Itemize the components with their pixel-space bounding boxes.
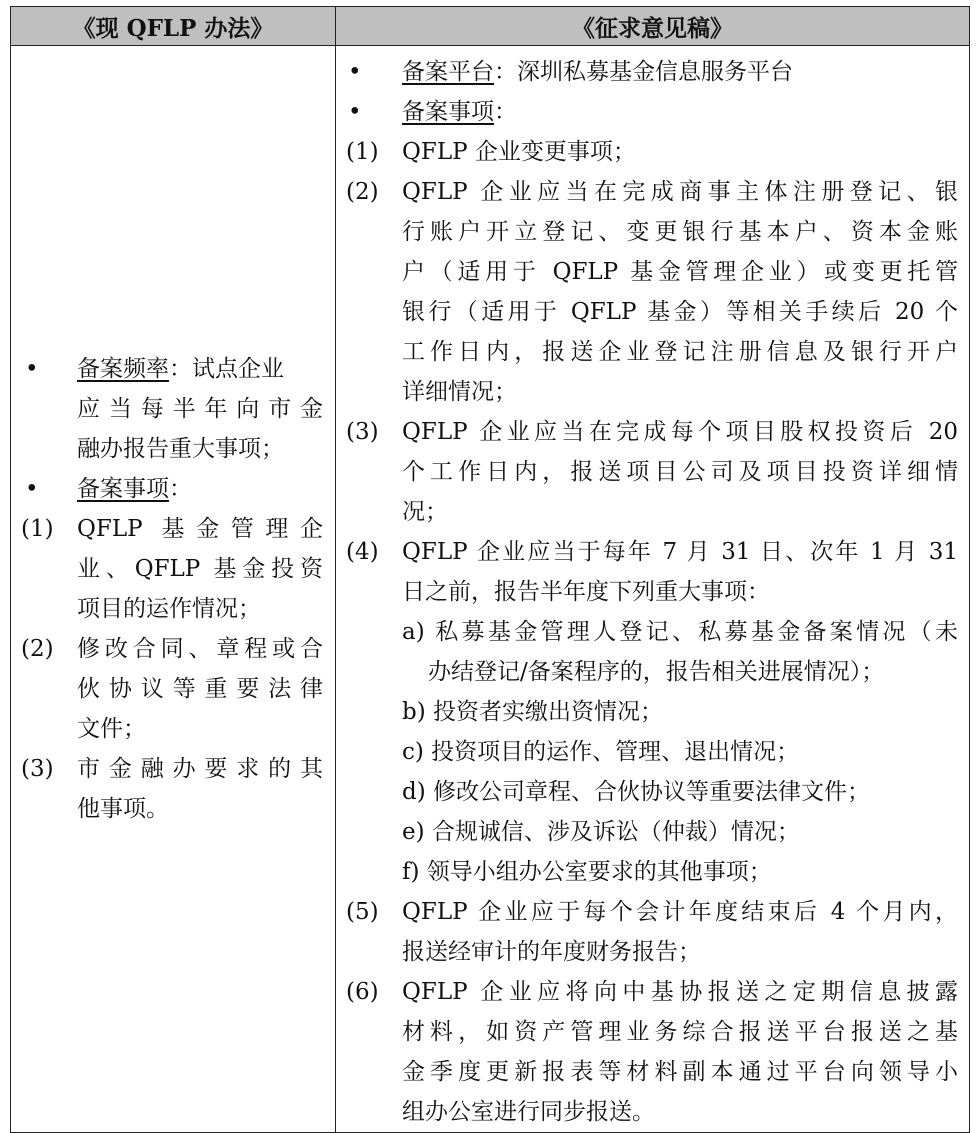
list-item: (1) QFLP 企业变更事项； [336,132,970,172]
items-line: • 备案事项： [11,469,336,509]
freq-rest: ：试点企业 [169,356,284,382]
freq-cont-line: 融办报告重大事项； [77,436,284,462]
item-number: (6) [346,979,379,1005]
sub-item: d) 修改公司章程、合伙协议等重要法律文件； [402,779,871,805]
content-row [11,46,970,1133]
items-label: 备案事项 [402,99,494,125]
platform-line [336,52,970,92]
list-item: (2) QFLP 企业应当在完成商事主体注册登记、银 [336,172,970,212]
bullet-icon: • [25,356,39,382]
list-item: (3) QFLP 企业应当在完成每个项目股权投资后 20 [336,412,970,452]
freq-cont-line: 应当每半年向市金 [77,396,323,422]
sub-item: a) 私募基金管理人登记、私募基金备案情况（未 [402,619,958,645]
item-number: (4) [346,539,379,565]
header-draft: 《征求意见稿》 [336,7,970,46]
bullet-icon: • [25,476,39,502]
item-number: (3) [346,419,379,445]
platform-label: 备案平台 [402,59,494,85]
list-item: (2) 修改合同、章程或合 [11,629,336,669]
current-rules-cell: • 备案频率：试点企业 应当每半年向市金 融办报告重大事项； • 备案事项： (1) QFLP 基金管理企 业、QFLP 基金投资 项目的运作情况； (2) 修改合同、章程或合 伙协议等重要法律 文件； (3) 市金融办要求的其 他事项。 [11,46,336,1133]
list-item: (3) 市金融办要求的其 [11,749,336,789]
comparison-table [10,6,970,1133]
list-item: (5) QFLP 企业应于每个会计年度结束后 4 个月内， [336,892,970,932]
list-item: (4) QFLP 企业应当于每年 7 月 31 日、次年 1 月 31 [336,532,970,572]
bullet-icon: • [348,59,362,85]
platform-value: ：深圳私募基金信息服务平台 [494,59,793,85]
item-number: (5) [346,899,379,925]
item-number: (3) [21,756,54,782]
sub-item: f) 领导小组办公室要求的其他事项； [402,859,772,885]
bullet-icon: • [348,99,362,125]
freq-line [11,349,336,389]
items-label: 备案事项 [77,476,169,502]
item-number: (2) [21,636,54,662]
list-item: (1) QFLP 基金管理企 [11,509,336,549]
freq-label: 备案频率 [77,356,169,382]
header-row [11,7,970,46]
list-item: (6) QFLP 企业应将向中基协报送之定期信息披露 [336,972,970,1012]
item-number: (2) [346,179,379,205]
item-number: (1) [21,516,54,542]
header-current-rules: 《现 QFLP 办法》 [11,7,336,46]
item-number: (1) [346,139,379,165]
sub-item: b) 投资者实缴出资情况； [402,699,664,725]
sub-item: e) 合规诚信、涉及诉讼（仲裁）情况； [402,819,800,845]
draft-cell: • 备案平台：深圳私募基金信息服务平台 • 备案事项： (1) QFLP 企业变更事项； (2) QFLP 企业应当在完成商事主体注册登记、银 行账户开立登记、变更银行基本户、资本金账 户（适用于 QFLP 基金管理企业）或变更托管 银行（适用于 QFLP 基金）等相关手续后 20 个 工作日内，报送企业登记注册信息及银行开户 详细情况； (3) QFLP 企业应当在完成每个项目股权投资后 20 个工作日内，报送项目公司及项目投资详细情 况； (4) QFLP 企业应当于每年 7 月 31 日、次年 1 月 31 日之前，报告半年度下列重大事项： a) 私募基金管理人登记、私募基金备案情况（未 办结登记/备案程序的，报告相关进展情况）； b) 投资者实缴出资情况； c) 投资项目的运作、管理、退出情况； d) 修改公司章程、合伙协议等重要法律文件； e) 合规诚信、涉及诉讼（仲裁）情况； f) 领导小组办公室要求的其他事项； (5) QFLP 企业应于每个会计年度结束后 4 个月内， 报送经审计的年度财务报告； (6) QFLP 企业应将向中基协报送之定期信息披露 材料，如资产管理业务综合报送平台报送之基 金季度更新报表等材料副本通过平台向领导小 组办公室进行同步报送。 [336,46,970,1133]
sub-item: c) 投资项目的运作、管理、退出情况； [402,739,800,765]
items-line: • 备案事项： [336,92,970,132]
